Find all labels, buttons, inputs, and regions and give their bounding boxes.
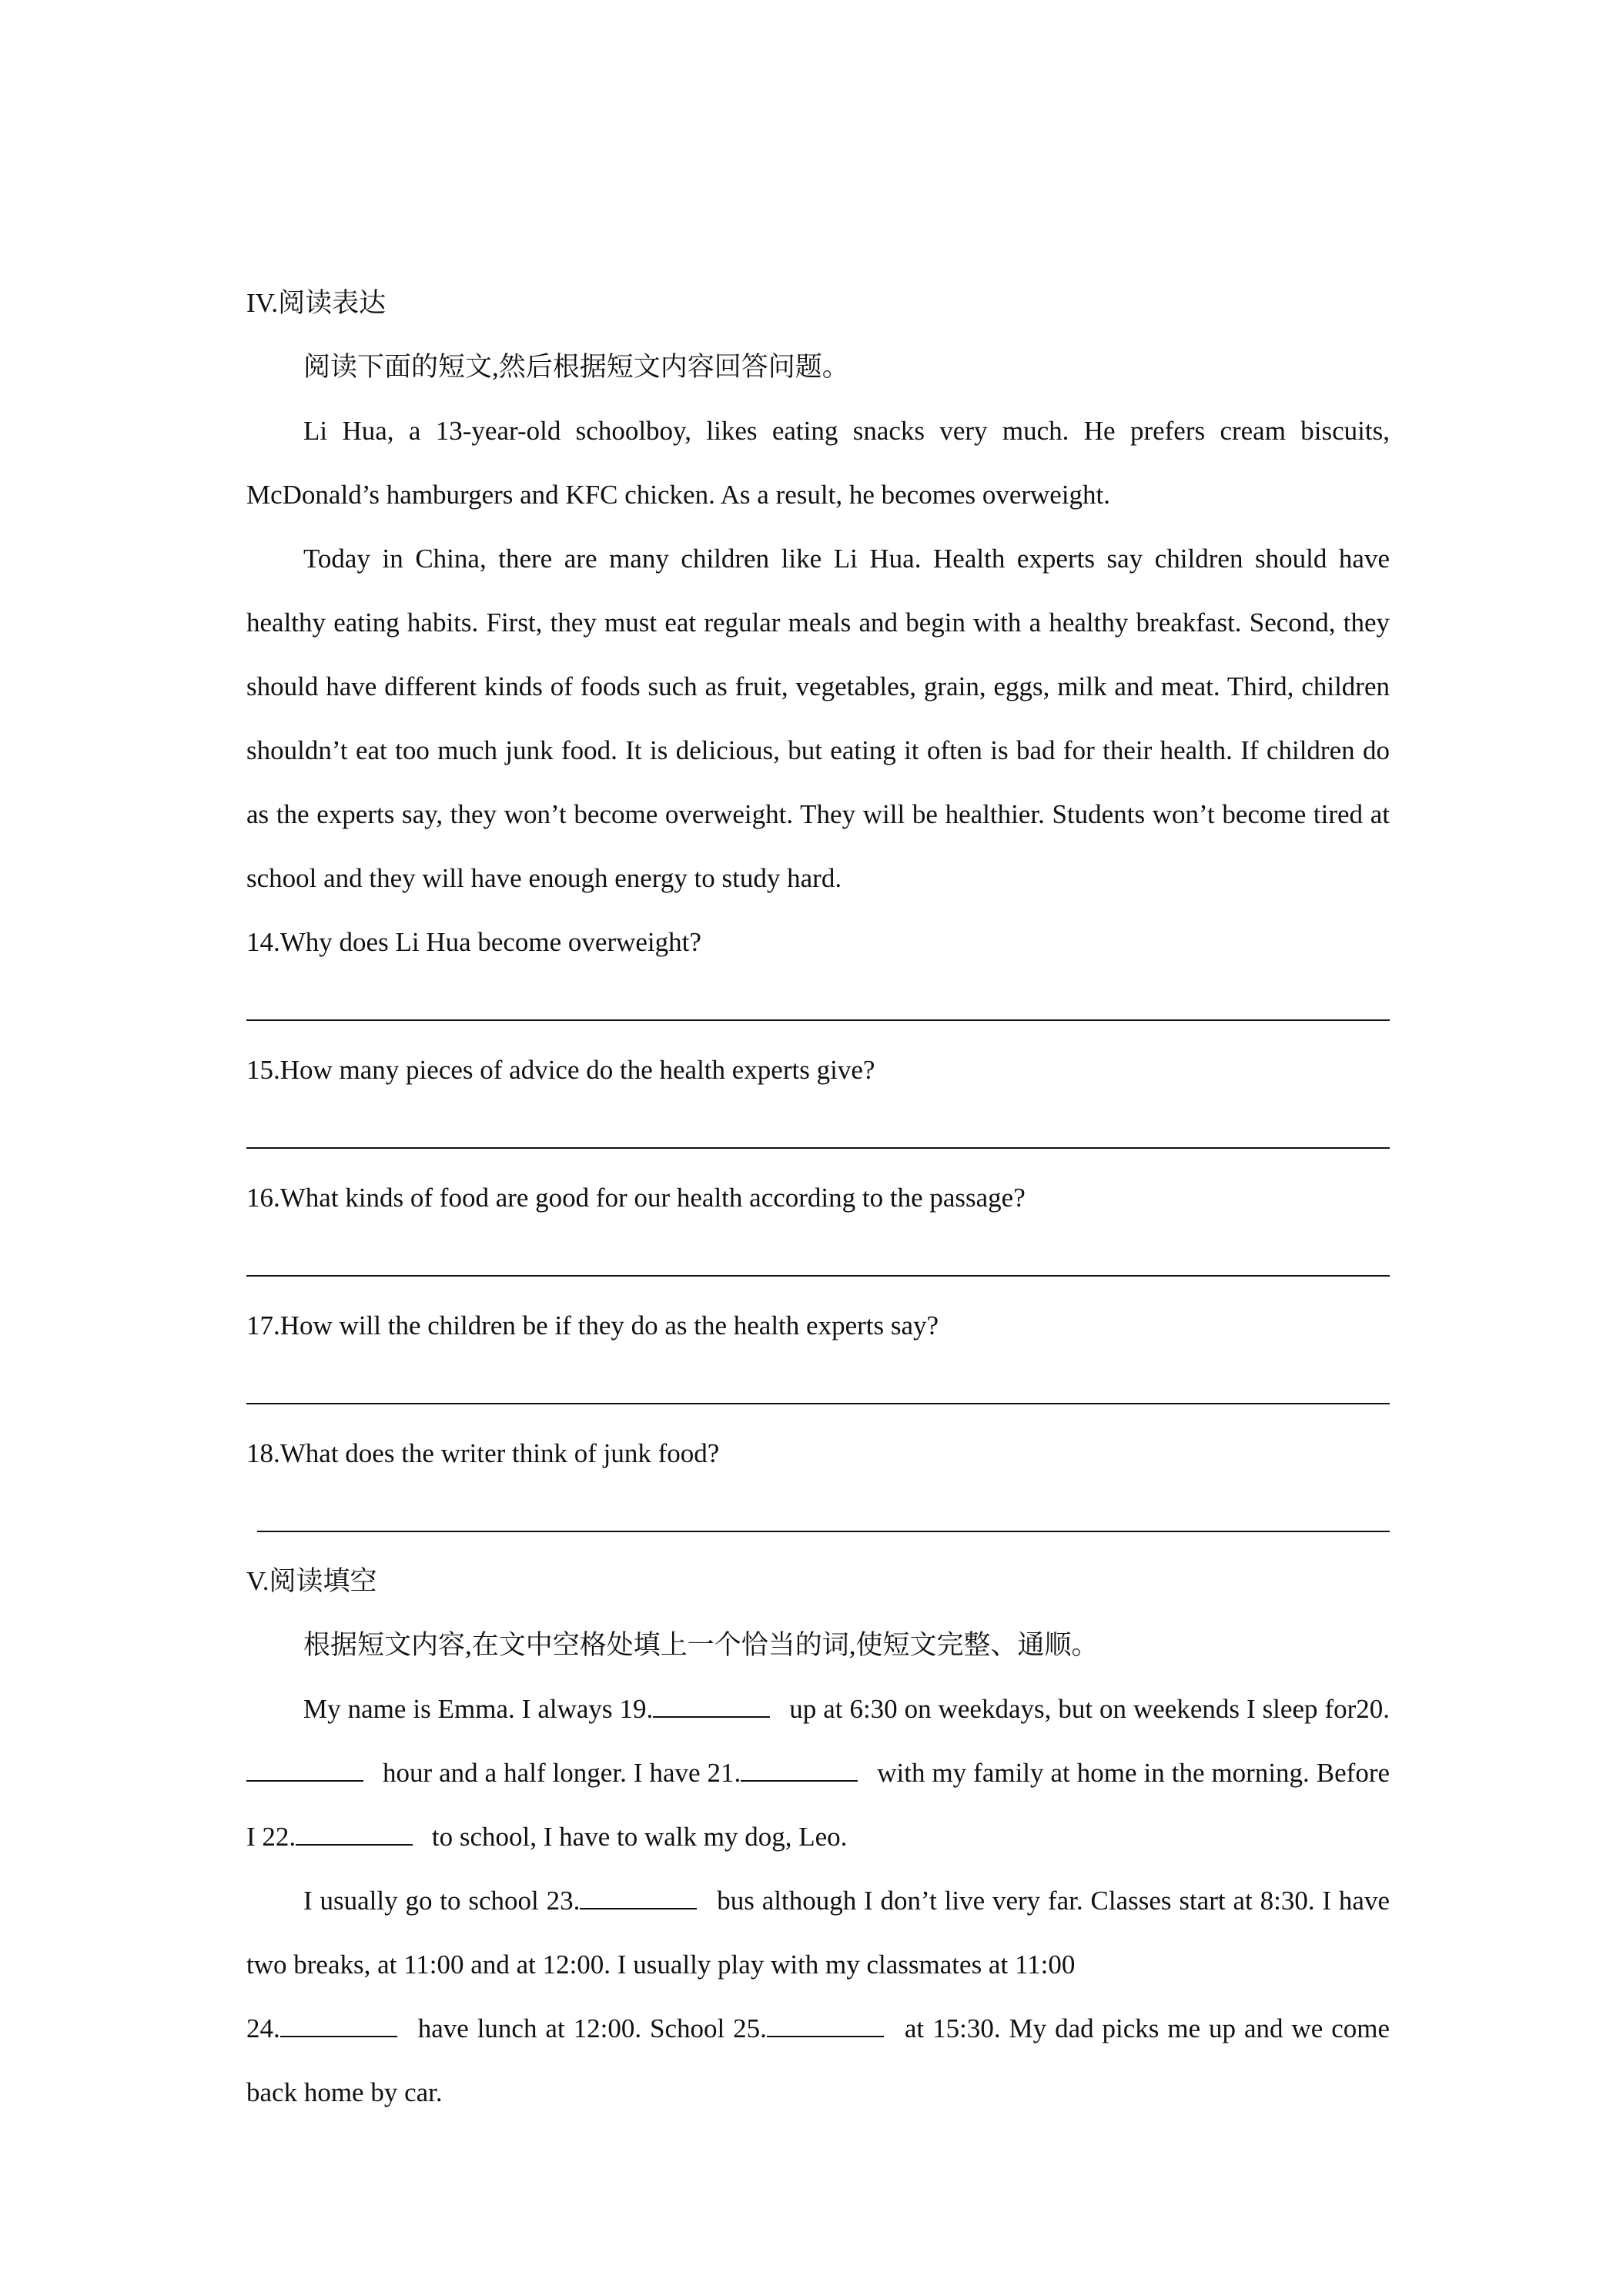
question-18: 18.What does the writer think of junk food? bbox=[246, 1438, 720, 1468]
answer-line-15[interactable] bbox=[246, 1102, 1390, 1166]
question-16: 16.What kinds of food are good for our health according to the passage? bbox=[246, 1183, 1026, 1213]
cloze-paragraph-2 bbox=[246, 1869, 1390, 2124]
question-15: 15.How many pieces of advice do the health experts give? bbox=[246, 1055, 875, 1085]
blank-22[interactable] bbox=[296, 1820, 413, 1846]
cloze-text: hour and a half longer. I have 21. bbox=[383, 1758, 741, 1788]
cloze-text: My name is Emma. I always 19. bbox=[303, 1694, 654, 1724]
passage-paragraph-1: Li Hua, a 13-year-old schoolboy, likes eating snacks very much. He prefers cream biscuits, McDonald’s hamburgers and KFC chicken. As a result, he becomes overweight. bbox=[246, 416, 1390, 510]
blank-19[interactable] bbox=[653, 1692, 770, 1719]
cloze-text: with my family at home in the morning. Before I 22. bbox=[246, 1758, 1390, 1852]
cloze-text: bus although I don’t live very far. Classes start at 8:30. I have two breaks, at 11:00 and at 12:00. I usually play with my classmates at 11:00 bbox=[246, 1886, 1390, 1980]
question-17: 17.How will the children be if they do as the health experts say? bbox=[246, 1310, 939, 1340]
question-14: 14.Why does Li Hua become overweight? bbox=[246, 927, 701, 957]
answer-line-18[interactable] bbox=[246, 1485, 1390, 1549]
blank-23[interactable] bbox=[580, 1884, 697, 1910]
section-iv-heading: IV.阅读表达 bbox=[246, 288, 387, 318]
cloze-text: 24. bbox=[246, 2013, 280, 2043]
blank-20[interactable] bbox=[246, 1756, 363, 1782]
cloze-text: have lunch at 12:00. School 25. bbox=[417, 2013, 767, 2043]
blank-25[interactable] bbox=[767, 2012, 884, 2038]
cloze-text: I usually go to school 23. bbox=[303, 1886, 581, 1916]
answer-line-17[interactable] bbox=[246, 1357, 1390, 1421]
section-iv-instruction: 阅读下面的短文,然后根据短文内容回答问题。 bbox=[303, 352, 849, 382]
section-v-heading: V.阅读填空 bbox=[246, 1566, 377, 1596]
answer-line-14[interactable] bbox=[246, 974, 1390, 1038]
blank-21[interactable] bbox=[741, 1756, 858, 1782]
worksheet-content bbox=[246, 271, 1390, 2124]
blank-24[interactable] bbox=[280, 2012, 397, 2038]
cloze-text: at 15:30. My dad picks me up and we come back home by car. bbox=[246, 2013, 1390, 2107]
cloze-text: to school, I have to walk my dog, Leo. bbox=[431, 1822, 848, 1852]
passage-paragraph-2: Today in China, there are many children like Li Hua. Health experts say children should have healthy eating habits. First, they must eat regular meals and begin with a healthy breakfast. Second, they should have different kinds of foods such as fruit, vegetables, grain, eggs, milk and meat. Third, children shouldn’t eat too much junk food. It is delicious, but eating it often is bad for their health. If children do as the experts say, they won’t become overweight. They will be healthier. Students won’t become tired at school and they will have enough energy to study hard. bbox=[246, 544, 1390, 893]
section-v-instruction: 根据短文内容,在文中空格处填上一个恰当的词,使短文完整、通顺。 bbox=[303, 1630, 1099, 1660]
cloze-paragraph-1 bbox=[246, 1677, 1390, 1869]
cloze-text: up at 6:30 on weekdays, but on weekends I sleep for20. bbox=[789, 1694, 1390, 1724]
answer-line-16[interactable] bbox=[246, 1230, 1390, 1294]
